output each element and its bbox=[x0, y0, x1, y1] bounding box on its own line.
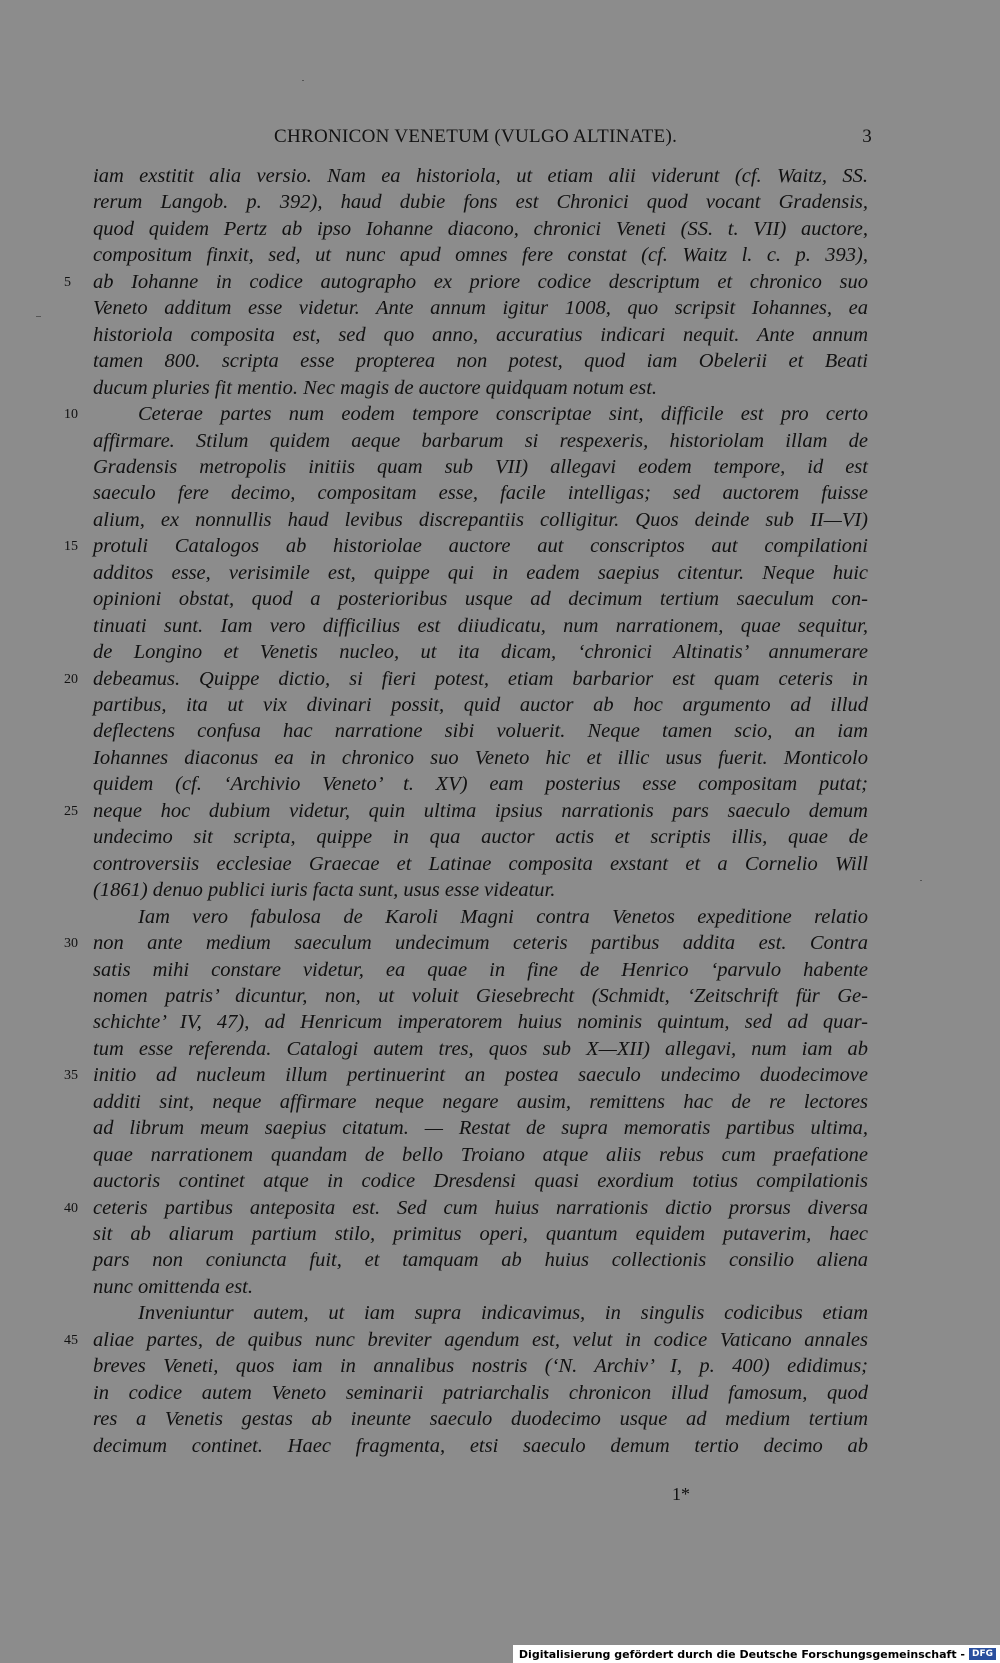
text-line: ducum pluries fit mentio. Nec magis de auctore quidquam notum est. bbox=[93, 376, 658, 399]
text-line: ad librum meum saepius citatum. — Restat de supra memoratis partibus ultima, bbox=[93, 1117, 868, 1140]
text-line: ceteris partibus anteposita est. Sed cum huius narrationis dictio prorsus diversa bbox=[93, 1196, 868, 1219]
text-line: historiola composita est, sed quo anno, accuratius indicari nequit. Ante annum bbox=[93, 323, 868, 346]
line-number: 20 bbox=[64, 671, 78, 687]
text-line: Ceterae partes num eodem tempore conscriptae sint, difficile est pro certo bbox=[138, 403, 868, 426]
line-number: 35 bbox=[64, 1068, 78, 1084]
text-line: res a Venetis gestas ab ineunte saeculo duodecimo usque ad medium tertium bbox=[93, 1408, 868, 1431]
text-line: aliae partes, de quibus nunc breviter agendum est, velut in codice Vaticano annales bbox=[93, 1328, 868, 1351]
text-line: Veneto additum esse videtur. Ante annum igitur 1008, quo scripsit Iohannes, ea bbox=[93, 297, 868, 320]
text-line: alium, ex nonnullis haud levibus discrepantiis colligitur. Quos deinde sub II—VI) bbox=[93, 508, 868, 531]
scan-speck bbox=[302, 80, 304, 81]
text-line: affirmare. Stilum quidem aeque barbarum si respexeris, historiolam illam de bbox=[93, 429, 868, 452]
text-line: opinioni obstat, quod a posterioribus usque ad decimum tertium saeculum con- bbox=[93, 588, 868, 611]
text-line: partibus, ita ut vix divinari possit, quid auctor ab hoc argumento ad illud bbox=[93, 694, 868, 716]
text-line: tinuati sunt. Iam vero difficilius est diiudicatu, num narrationem, quae sequitur, bbox=[93, 614, 868, 637]
scan-speck bbox=[36, 316, 41, 317]
text-line: tum esse referenda. Catalogi autem tres, quos sub X—XII) allegavi, num iam ab bbox=[93, 1037, 868, 1060]
text-line: de Longino et Venetis nucleo, ut ita dicam, ‘chronici Altinatis’ annumerare bbox=[93, 641, 868, 664]
text-line: protuli Catalogos ab historiolae auctore aut conscriptos aut compilationi bbox=[93, 535, 868, 558]
text-line: nunc omittenda est. bbox=[93, 1275, 253, 1298]
text-line: initio ad nucleum illum pertinuerint an postea saeculo undecimo duodecimove bbox=[93, 1064, 868, 1087]
scan-speck bbox=[920, 880, 922, 881]
text-line: quidem (cf. ‘Archivio Veneto’ t. XV) eam posterius esse compositam putat; bbox=[93, 773, 868, 796]
signature-mark: 1* bbox=[672, 1484, 690, 1504]
text-line: tamen 800. scripta esse propterea non potest, quod iam Obelerii et Beati bbox=[93, 350, 868, 373]
text-line: Iohannes diaconus ea in chronico suo Veneto hic et illic usus fuerit. Monticolo bbox=[93, 746, 868, 769]
text-line: Inveniuntur autem, ut iam supra indicavimus, in singulis codicibus etiam bbox=[138, 1302, 868, 1325]
running-header bbox=[92, 126, 872, 156]
text-line: compositum finxit, sed, ut nunc apud omnes fere constat (cf. Waitz l. c. p. 393), bbox=[93, 244, 868, 267]
text-line: Gradensis metropolis initiis quam sub VII) allegavi eodem tempore, id est bbox=[93, 455, 868, 478]
text-line: auctoris continet atque in codice Dresdensi quasi exordium totius compilationis bbox=[93, 1170, 868, 1193]
text-line: neque hoc dubium videtur, quin ultima ipsius narrationis pars saeculo demum bbox=[93, 799, 868, 822]
text-line: iam exstitit alia versio. Nam ea historiola, ut etiam alii viderunt (cf. Waitz, SS. bbox=[93, 165, 868, 187]
line-number: 40 bbox=[64, 1200, 78, 1216]
text-line: additos esse, verisimile est, quippe qui in eadem saepius citentur. Neque huic bbox=[93, 561, 868, 584]
text-line: deflectens confusa hac narratione sibi voluerit. Neque tamen scio, an iam bbox=[93, 720, 868, 743]
text-line: saeculo fere decimo, compositam esse, facile intelligas; sed auctorem fuisse bbox=[93, 482, 868, 505]
line-number: 45 bbox=[64, 1332, 78, 1348]
text-line: in codice autem Veneto seminarii patriarchalis chronicon illud famosum, quod bbox=[93, 1381, 868, 1404]
text-line: decimum continet. Haec fragmenta, etsi saeculo demum tertio decimo ab bbox=[93, 1434, 868, 1457]
text-line: ab Iohanne in codice autographo ex priore codice descriptum et chronico suo bbox=[93, 270, 868, 293]
dfg-logo: DFG bbox=[969, 1648, 996, 1660]
text-line: quae narrationem quandam de bello Troiano atque aliis rebus cum praefatione bbox=[93, 1143, 868, 1166]
line-number: 10 bbox=[64, 407, 78, 423]
text-line: controversiis ecclesiae Graecae et Latinae composita exstant et a Cornelio Will bbox=[93, 852, 868, 875]
line-number: 15 bbox=[64, 539, 78, 555]
text-line: quod quidem Pertz ab ipso Iohanne diacono, chronici Veneti (SS. t. VII) auctore, bbox=[93, 217, 868, 240]
text-line: Iam vero fabulosa de Karoli Magni contra Venetos expeditione relatio bbox=[138, 905, 868, 928]
running-title: CHRONICON VENETUM (VULGO ALTINATE). bbox=[274, 126, 678, 147]
text-line: (1861) denuo publici iuris facta sunt, usus esse videatur. bbox=[93, 879, 556, 902]
text-line: satis mihi constare videtur, ea quae in fine de Henrico ‘parvulo habente bbox=[93, 958, 868, 981]
line-number: 30 bbox=[64, 936, 78, 952]
footer-text: Digitalisierung gefördert durch die Deutsche Forschungsgemeinschaft - bbox=[518, 1647, 965, 1661]
text-line: breves Veneti, quos iam in annalibus nostris (‘N. Archiv’ I, p. 400) edidimus; bbox=[93, 1355, 868, 1378]
page-number: 3 bbox=[862, 126, 872, 147]
line-number: 25 bbox=[64, 803, 78, 819]
digitization-footer bbox=[513, 1645, 1000, 1663]
text-line: nomen patris’ dicuntur, non, ut voluit Giesebrecht (Schmidt, ‘Zeitschrift für Ge- bbox=[93, 984, 868, 1007]
text-line: rerum Langob. p. 392), haud dubie fons est Chronici quod vocant Gradensis, bbox=[93, 191, 868, 214]
text-line: undecimo sit scripta, quippe in qua auctor actis et scriptis illis, quae de bbox=[93, 826, 868, 849]
line-number: 5 bbox=[64, 274, 71, 290]
text-line: non ante medium saeculum undecimum ceteris partibus addita est. Contra bbox=[93, 932, 868, 955]
text-line: pars non coniuncta fuit, et tamquam ab huius collectionis consilio aliena bbox=[93, 1249, 868, 1272]
text-line: additi sint, neque affirmare neque negare ausim, remittens hac de re lectores bbox=[93, 1090, 868, 1113]
text-line: sit ab aliarum partium stilo, primitus operi, quantum equidem putaverim, haec bbox=[93, 1223, 868, 1245]
text-line: debeamus. Quippe dictio, si fieri potest, etiam barbarior est quam ceteris in bbox=[93, 667, 868, 690]
text-line: schichte’ IV, 47), ad Henricum imperatorem huius nominis quintum, sed ad quar- bbox=[93, 1011, 868, 1034]
